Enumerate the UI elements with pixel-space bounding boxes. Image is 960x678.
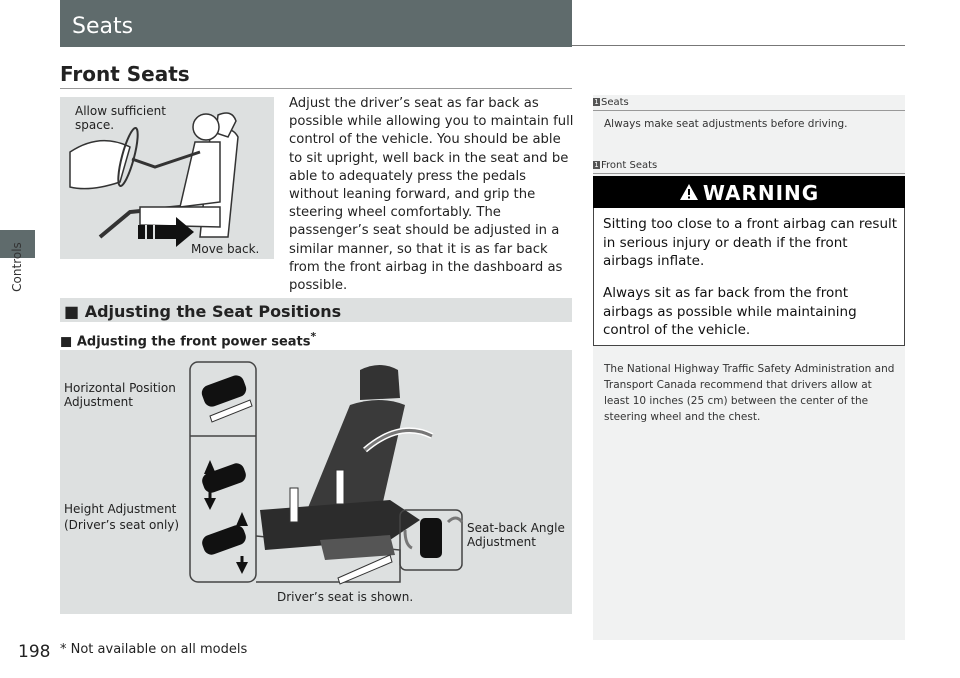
note-ref-icon: 1 bbox=[594, 98, 599, 106]
figure-caption: Allow sufficient space. bbox=[75, 104, 166, 132]
warning-label-text: WARNING bbox=[702, 181, 820, 205]
note-title: Seats bbox=[601, 97, 629, 108]
figure-caption: Move back. bbox=[191, 242, 260, 256]
page-title: Seats bbox=[72, 14, 134, 39]
height-adjustment-label: Height Adjustment (Driver’s seat only) bbox=[64, 502, 180, 532]
power-seats-heading-text: Adjusting the front power seats bbox=[76, 334, 311, 350]
section-title: Front Seats bbox=[60, 62, 190, 86]
note-divider bbox=[593, 173, 905, 174]
power-seats-heading bbox=[60, 330, 316, 349]
note-ref-icon: 1 bbox=[594, 161, 599, 169]
warning-label bbox=[593, 181, 905, 205]
warning-text: Always sit as far back from the front airbags as possible while maintaining control of the vehicle. bbox=[603, 285, 857, 338]
note-heading bbox=[593, 160, 657, 171]
warning-text: Sitting too close to a front airbag can result in serious injury or death if the front airbags inflate. bbox=[603, 216, 898, 269]
header-bar bbox=[60, 0, 572, 47]
subsection-title bbox=[64, 302, 341, 321]
horizontal-adjustment-label: Horizontal Position Adjustment bbox=[64, 381, 176, 409]
chapter-label: Controls bbox=[10, 242, 24, 292]
note-text: The National Highway Traffic Safety Administration and Transport Canada recommend that drivers allow at least 10 inches (25 cm) between the center of the steering wheel and the chest. bbox=[604, 363, 895, 423]
section-divider bbox=[60, 88, 572, 89]
note-divider bbox=[593, 110, 905, 111]
footnote: * Not available on all models bbox=[60, 642, 248, 657]
note-title: Front Seats bbox=[601, 160, 658, 171]
subsection-title-text: Adjusting the Seat Positions bbox=[84, 302, 342, 321]
seatback-adjustment-label: Seat-back Angle Adjustment bbox=[467, 521, 565, 549]
header-divider bbox=[572, 45, 905, 46]
page-number: 198 bbox=[18, 642, 51, 662]
note-text: Always make seat adjustments before driving. bbox=[604, 118, 848, 130]
note-heading bbox=[593, 97, 629, 108]
square-bullet-icon: ■ bbox=[64, 302, 80, 321]
sidebar bbox=[0, 0, 35, 678]
figure-caption: Driver’s seat is shown. bbox=[277, 590, 414, 604]
footnote-marker: * bbox=[310, 330, 317, 343]
square-bullet-icon: ■ bbox=[60, 334, 73, 350]
body-paragraph: Adjust the driver’s seat as far back as possible while allowing you to maintain full control of the vehicle. You should be able to sit upright, well back in the seat and be able to adequately press the pedals without leaning forward, and grip the steering wheel comfortably. The passenger’s seat should be adjusted in a similar manner, so that it is as far back from the front airbag in the dashboard as possible. bbox=[289, 96, 574, 294]
warning-triangle-icon bbox=[679, 182, 699, 200]
